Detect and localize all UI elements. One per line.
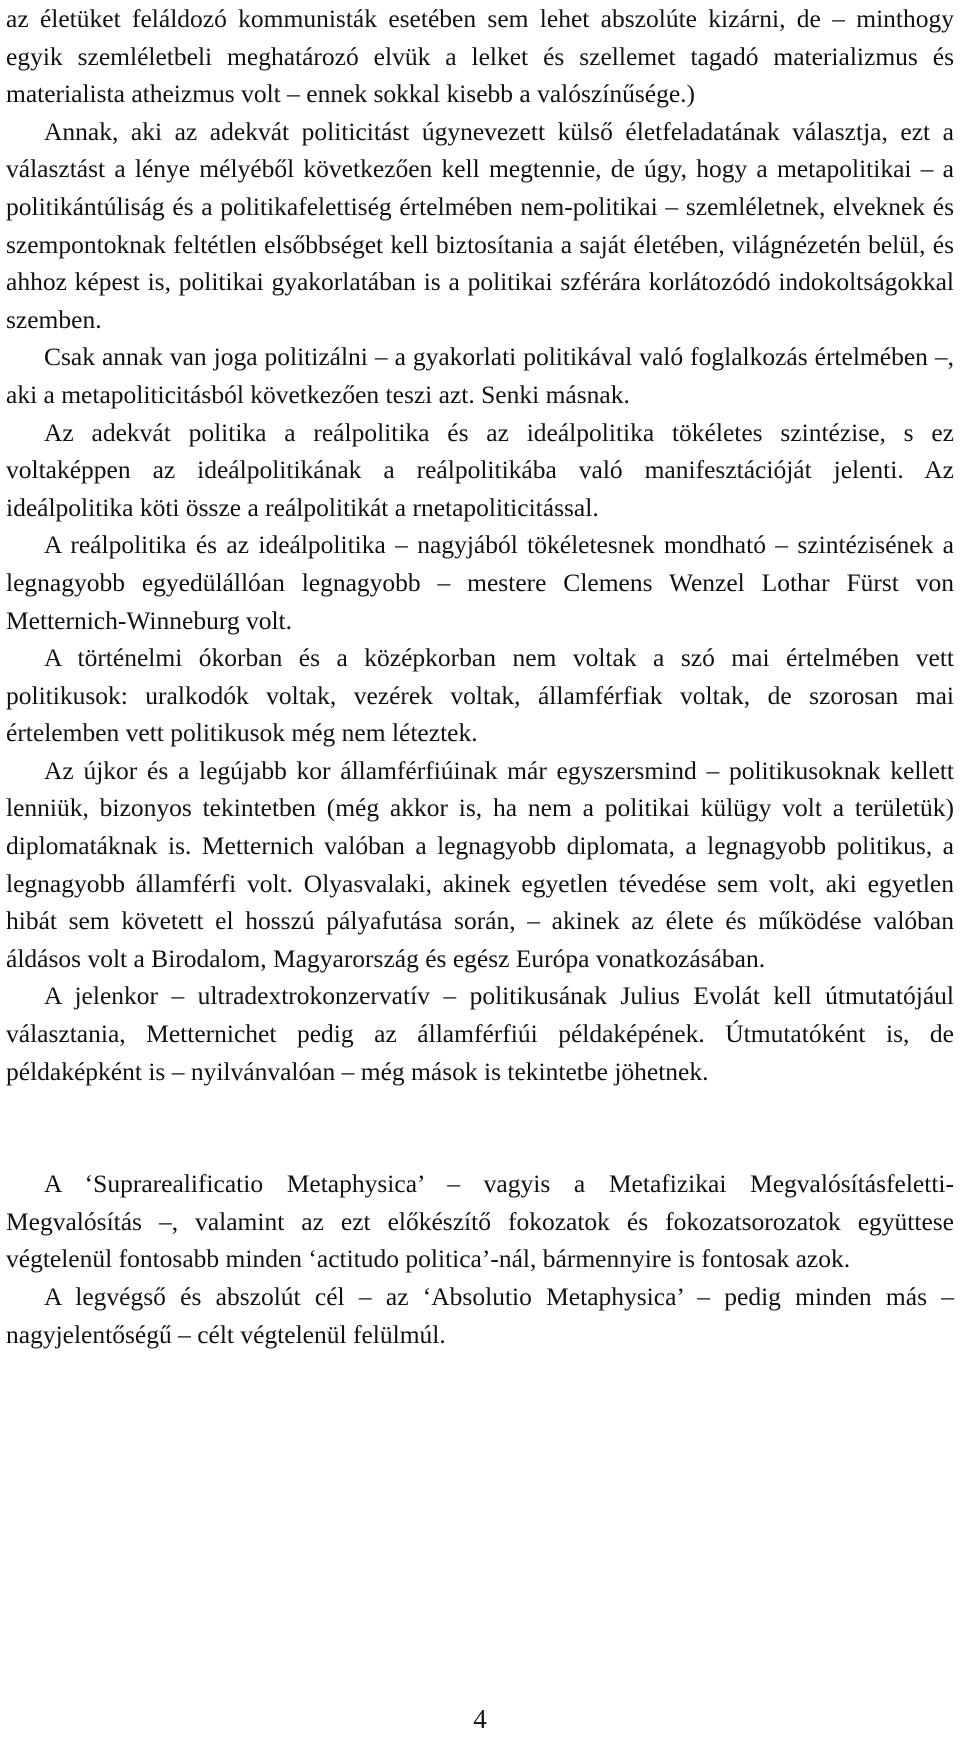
paragraph: A reálpolitika és az ideálpolitika – nagyjából tökéletesnek mondható – szintézisének a legnagyobb egyedülállóan legnagyobb – mestere Clemens Wenzel Lothar Fürst von Metternich-Winneburg volt. xyxy=(6,530,954,635)
section-spacer xyxy=(6,1090,954,1165)
paragraph: Annak, aki az adekvát politicitást úgynevezett külső életfeladatának választja, ezt a választást a lénye mélyéből következően kell megtennie, de úgy, hogy a metapolitikai – a politikántúliság és a politikafelettiség értelmében nem-politikai – szemléletnek, elveknek és szempontoknak feltétlen elsőbbséget kell biztosítania a saját életében, világnézetén belül, és ahhoz képest is, politikai gyakorlatában is a politikai szférára korlátozódó indokoltságokkal szemben. xyxy=(6,116,954,334)
document-page xyxy=(6,0,954,1353)
paragraph: Csak annak van joga politizálni – a gyakorlati politikával való foglalkozás értelmében –, aki a metapoliticitásból következően teszi azt. Senki másnak. xyxy=(6,342,954,409)
paragraph: A jelenkor – ultradextrokonzervatív – politikusának Julius Evolát kell útmutatójául választania, Metternichet pedig az államférfiúi példaképének. Útmutatóként is, de példaképként is – nyilvánvalóan – még mások is tekintetbe jöhetnek. xyxy=(6,981,954,1086)
paragraph: A legvégső és abszolút cél – az ‘Absolutio Metaphysica’ – pedig minden más – nagyjelentőségű – célt végtelenül felülmúl. xyxy=(6,1282,954,1349)
paragraph: Az újkor és a legújabb kor államférfiúinak már egyszersmind – politikusoknak kellett lenniük, bizonyos tekintetben (még akkor is, ha nem a politikai külügy volt a területük) diplomatáknak is. Metternich valóban a legnagyobb diplomata, a legnagyobb politikus, a legnagyobb államférfi volt. Olyasvalaki, akinek egyetlen tévedése sem volt, aki egyetlen hibát sem követett el hosszú pályafutása során, – akinek az élete és működése valóban áldásos volt a Birodalom, Magyarország és egész Európa vonatkozásában. xyxy=(6,755,954,973)
paragraph: az életüket feláldozó kommunisták esetében sem lehet abszolúte kizárni, de – minthogy egyik szemléletbeli meghatározó elvük a lelket és szellemet tagadó materializmus és materialista atheizmus volt – ennek sokkal kisebb a valószínűsége.) xyxy=(6,4,954,109)
page-number: 4 xyxy=(473,1704,487,1734)
paragraph: A történelmi ókorban és a középkorban nem voltak a szó mai értelmében vett politikusok: uralkodók voltak, vezérek voltak, államférfiak voltak, de szorosan mai értelemben vett politikusok még nem léteztek. xyxy=(6,643,954,748)
paragraph: Az adekvát politika a reálpolitika és az ideálpolitika tökéletes szintézise, s ez voltaképpen az ideálpolitikának a reálpolitikába való manifesztációját jelenti. Az ideálpolitika köti össze a reálpolitikát a rnetapoliticitással. xyxy=(6,417,954,522)
paragraph: A ‘Suprarealificatio Metaphysica’ – vagyis a Metafizikai Megvalósításfeletti-Megvalósítás –, valamint az ezt előkészítő fokozatok és fokozatsorozatok együttese végtelenül fontosabb minden ‘actitudo politica’-nál, bármennyire is fontosak azok. xyxy=(6,1169,954,1274)
